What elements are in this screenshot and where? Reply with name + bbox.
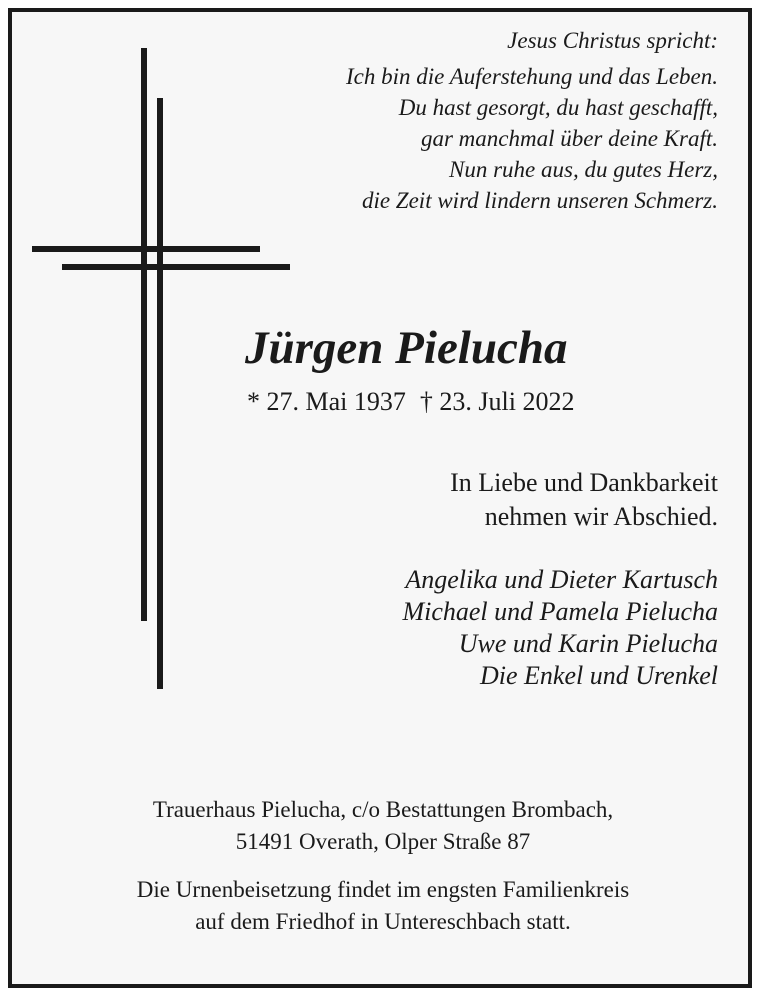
mourners-list [402, 564, 718, 692]
birth-date: * 27. Mai 1937 [247, 387, 406, 416]
quote-line: gar manchmal über deine Kraft. [420, 126, 718, 151]
cross-horizontal-bar-lower [62, 264, 290, 270]
funeral-notice [0, 874, 766, 938]
mourner-name: Die Enkel und Urenkel [480, 661, 718, 690]
farewell-text [450, 466, 718, 534]
mourning-house-address [0, 794, 766, 858]
quote-line: Ich bin die Auferstehung und das Leben. [346, 64, 718, 89]
life-dates [247, 384, 574, 420]
death-date: † 23. Juli 2022 [419, 387, 575, 416]
mourner-name: Angelika und Dieter Kartusch [405, 565, 718, 594]
cross-vertical-bar-left [141, 48, 147, 621]
bible-quote [346, 25, 718, 216]
funeral-line: auf dem Friedhof in Untereschbach statt. [195, 909, 571, 934]
farewell-line: nehmen wir Abschied. [484, 502, 718, 531]
cross-horizontal-bar-upper [32, 246, 260, 252]
mourner-name: Uwe und Karin Pielucha [458, 629, 718, 658]
quote-line: Nun ruhe aus, du gutes Herz, [449, 157, 718, 182]
quote-line: die Zeit wird lindern unseren Schmerz. [361, 188, 718, 213]
farewell-line: In Liebe und Dankbarkeit [450, 468, 718, 497]
funeral-line: Die Urnenbeisetzung findet im engsten Familienkreis [136, 877, 630, 902]
deceased-name: Jürgen Pielucha [245, 322, 568, 374]
address-line: Trauerhaus Pielucha, c/o Bestattungen Brombach, [152, 797, 614, 822]
mourner-name: Michael und Pamela Pielucha [402, 597, 718, 626]
address-line: 51491 Overath, Olper Straße 87 [235, 829, 531, 854]
cross-vertical-bar-right [157, 98, 163, 689]
quote-intro: Jesus Christus spricht: [507, 28, 718, 53]
quote-line: Du hast gesorgt, du hast geschafft, [398, 95, 718, 120]
